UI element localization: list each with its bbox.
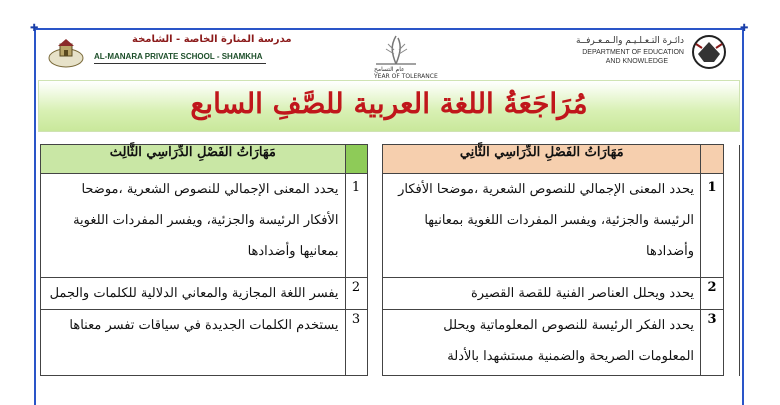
term2-skill-number: 3	[701, 310, 724, 376]
department-name-english-line2: AND KNOWLEDGE	[605, 58, 668, 65]
term2-skill-number: 2	[701, 278, 724, 310]
department-name-english-line1: DEPARTMENT OF EDUCATION	[582, 49, 684, 56]
term3-skill-number: 2	[345, 278, 367, 310]
column-gap	[367, 310, 383, 376]
term2-skill-text: يحدد الفكر الرئيسة للنصوص المعلوماتية ويحلل المعلومات الصريحة والضمنية مستشهدا بالأدلة	[383, 310, 701, 376]
document-header	[36, 30, 742, 78]
document-title: مُرَاجَعَةُ اللغة العربية للصَّفِ السابع	[190, 87, 588, 120]
table-row	[41, 310, 740, 376]
term3-header: مَهَارَاتُ الفَصْلِ الدِّرَاسِي الثَّالِث	[41, 145, 346, 174]
term2-skill-text: يحدد ويحلل العناصر الفنية للقصة القصيرة	[383, 278, 701, 310]
adek-emblem-icon	[690, 34, 728, 70]
term2-number-header	[701, 145, 724, 174]
column-gap	[723, 310, 739, 376]
column-gap	[723, 278, 739, 310]
school-logo-icon	[48, 38, 84, 68]
term2-header: مَهَارَاتُ الفَصْلِ الدِّرَاسِي الثَّانِي	[383, 145, 701, 174]
column-gap	[367, 278, 383, 310]
corner-marker-top-right: ✚	[740, 23, 749, 34]
school-name-english: AL-MANARA PRIVATE SCHOOL - SHAMKHA	[94, 52, 263, 61]
term2-skill-number: 1	[701, 174, 724, 278]
term3-skill-number: 1	[345, 174, 367, 278]
term3-skill-text: يحدد المعنى الإجمالي للنصوص الشعرية ،موضحا الأفكار الرئيسة والجزئية، ويفسر المفردات اللغوية بمعانيها وأضدادها	[41, 174, 346, 278]
table-row	[41, 278, 740, 310]
school-name-arabic: مدرسة المنارة الخاصة - الشامخة	[132, 34, 292, 45]
column-gap	[367, 145, 383, 174]
term3-number-header	[345, 145, 367, 174]
term3-skill-text: يفسر اللغة المجازية والمعاني الدلالية للكلمات والجمل	[41, 278, 346, 310]
column-gap	[723, 145, 739, 174]
skills-table	[40, 144, 740, 376]
column-gap	[367, 174, 383, 278]
table-row	[41, 174, 740, 278]
term2-skill-text: يحدد المعنى الإجمالي للنصوص الشعرية ،موضحا الأفكار الرئيسة والجزئية، ويفسر المفردات اللغوية بمعانيها وأضدادها	[383, 174, 701, 278]
year-of-tolerance-label: عام التسامح YEAR OF TOLERANCE	[374, 66, 438, 80]
school-name-underline	[94, 63, 266, 64]
corner-marker-top-left: ✚	[30, 23, 39, 34]
term3-skill-number: 3	[345, 310, 367, 376]
column-gap	[723, 174, 739, 278]
table-header-row	[41, 145, 740, 174]
term3-skill-text: يستخدم الكلمات الجديدة في سياقات تفسر معناها	[41, 310, 346, 376]
title-banner	[38, 80, 740, 132]
department-name-arabic: دائـرة التـعـلـيـم والـمـعـرفــة	[576, 36, 684, 46]
